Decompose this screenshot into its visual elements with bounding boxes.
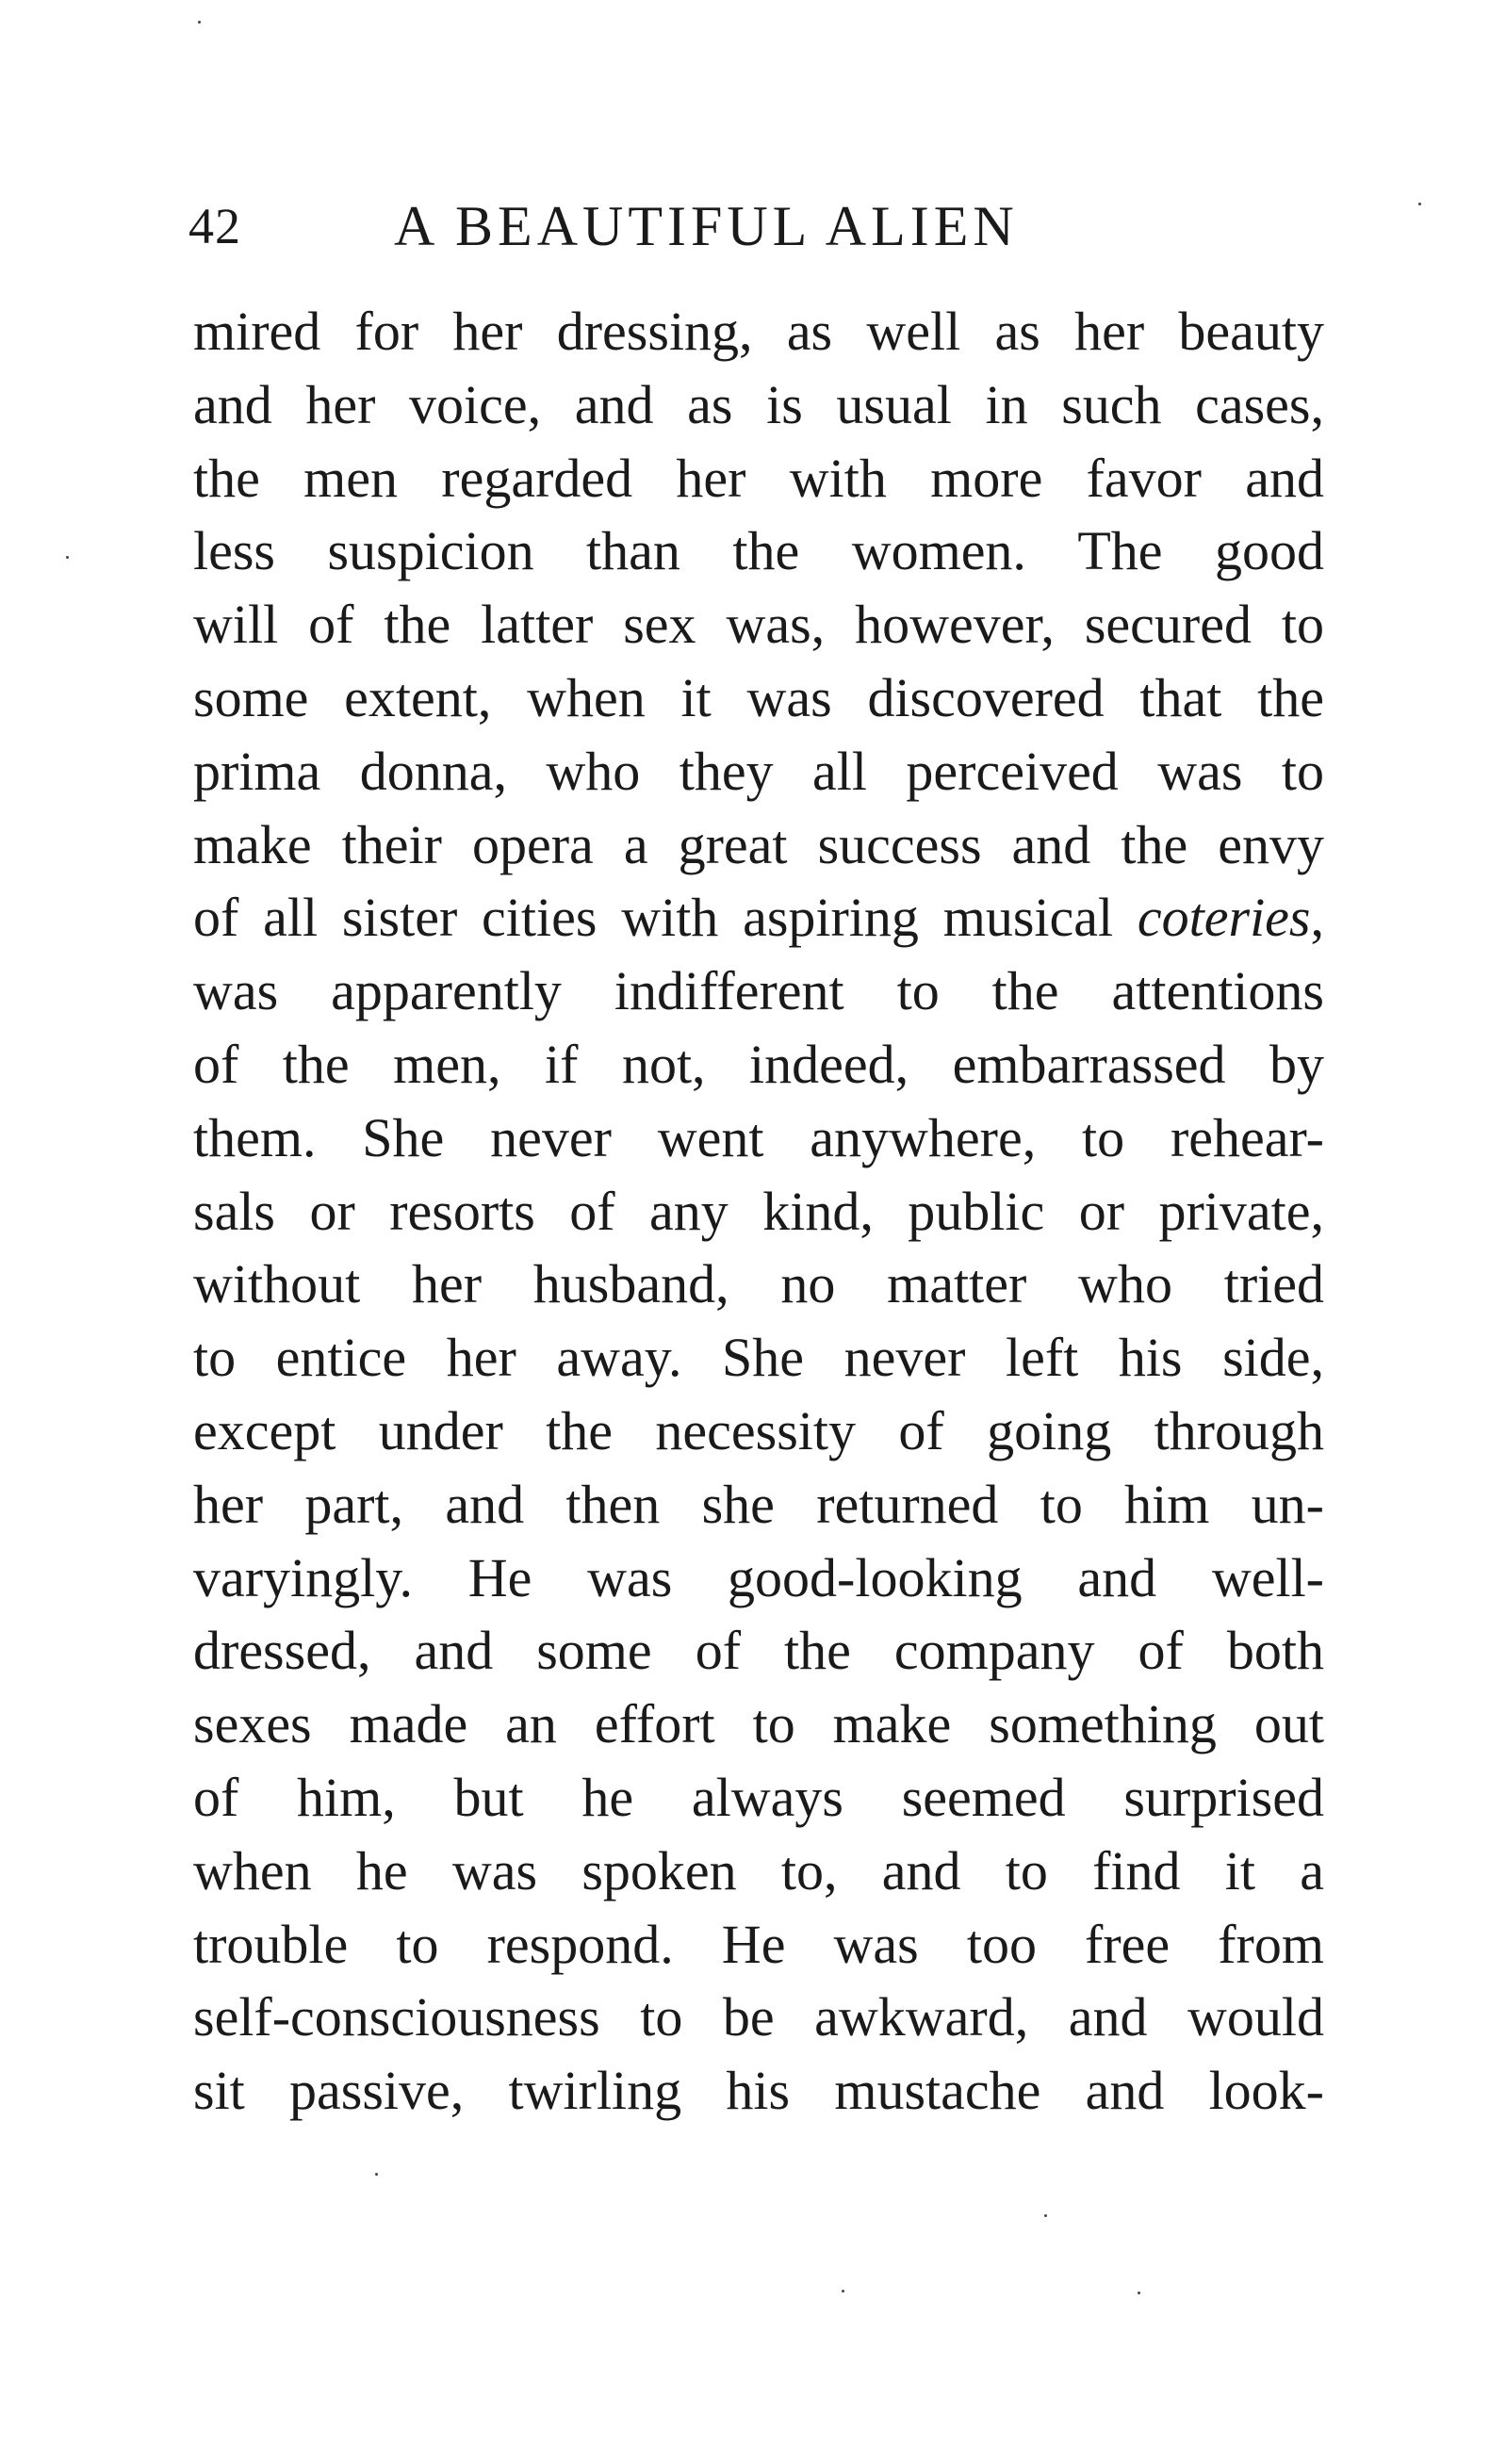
text-line: less suspicion than the women. The good xyxy=(193,520,1324,582)
text-line: make their opera a great success and the envy xyxy=(193,813,1324,875)
italic-word: coteries xyxy=(1137,887,1311,949)
paper-speck xyxy=(1044,2214,1047,2217)
text-line: without her husband, no matter who tried xyxy=(193,1253,1324,1315)
paper-speck xyxy=(1138,2292,1140,2294)
page-header xyxy=(188,188,1319,264)
text-line xyxy=(193,881,1324,955)
text-line: to entice her away. She never left his side, xyxy=(193,1327,1324,1389)
text-line: sit passive, twirling his mustache and look- xyxy=(193,2060,1324,2122)
text-line: except under the necessity of going through xyxy=(193,1399,1324,1461)
text-line: varyingly. He was good-looking and well- xyxy=(193,1546,1324,1608)
paper-speck xyxy=(842,2290,844,2293)
paper-speck xyxy=(66,556,69,559)
text-line: trouble to respond. He was too free from xyxy=(193,1913,1324,1975)
text-line: of the men, if not, indeed, embarrassed by xyxy=(193,1033,1324,1095)
text-line: some extent, when it was discovered that the xyxy=(193,666,1324,728)
paper-speck xyxy=(1418,203,1421,205)
paper-speck xyxy=(198,21,201,24)
page-number: 42 xyxy=(188,198,241,254)
text-line: her part, and then she returned to him un- xyxy=(193,1473,1324,1535)
text-line: the men regarded her with more favor and xyxy=(193,447,1324,509)
text-line-start: of all sister cities with aspiring musical xyxy=(193,887,1138,949)
text-line: self-consciousness to be awkward, and would xyxy=(193,1986,1324,2048)
text-line: and her voice, and as is usual in such cases, xyxy=(193,373,1324,435)
text-line: them. She never went anywhere, to rehear- xyxy=(193,1106,1324,1168)
running-head: A BEAUTIFUL ALIEN xyxy=(394,195,1019,257)
text-line: mired for her dressing, as well as her beauty xyxy=(193,301,1324,362)
text-line: when he was spoken to, and to find it a xyxy=(193,1839,1324,1901)
paper-speck xyxy=(375,2173,378,2176)
text-line: will of the latter sex was, however, secured to xyxy=(193,594,1324,656)
text-line: of him, but he always seemed surprised xyxy=(193,1766,1324,1828)
body-text xyxy=(193,295,1324,2128)
text-line: dressed, and some of the company of both xyxy=(193,1620,1324,1682)
text-line-end: , xyxy=(1310,887,1324,949)
text-line: sals or resorts of any kind, public or private, xyxy=(193,1180,1324,1242)
text-line: sexes made an effort to make something out xyxy=(193,1693,1324,1755)
text-line: prima donna, who they all perceived was to xyxy=(193,740,1324,802)
text-line: was apparently indifferent to the attentions xyxy=(193,960,1324,1022)
